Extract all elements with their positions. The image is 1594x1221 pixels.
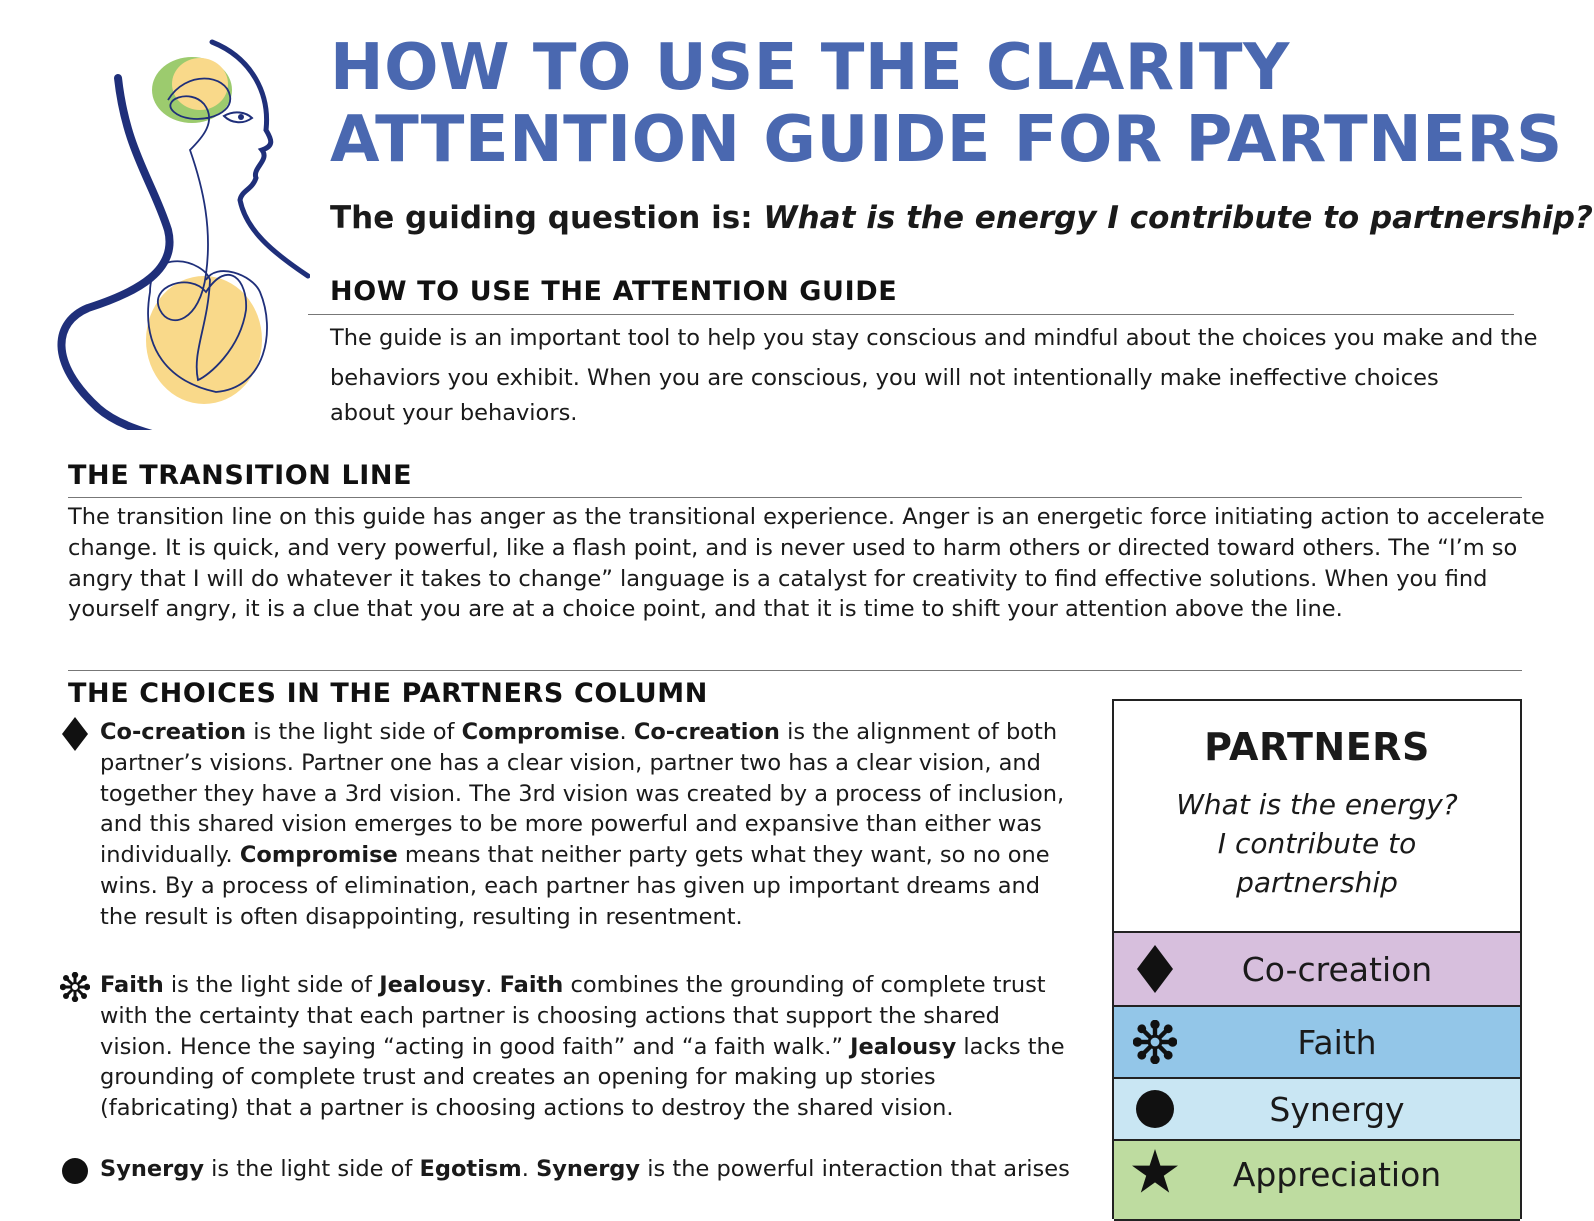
star-icon [1130, 1146, 1180, 1196]
asterisk-icon [1130, 1017, 1180, 1067]
head-heart-logo [40, 30, 310, 430]
partners-subtitle [1114, 785, 1520, 902]
term-synergy: Synergy [100, 1156, 205, 1182]
term-synergy: Synergy [536, 1156, 641, 1182]
term-compromise: Compromise [461, 719, 620, 745]
item-text: is the light side of [163, 972, 380, 998]
how-to-use-text-b: about your behaviors. [330, 400, 578, 426]
diamond-icon [60, 719, 90, 749]
partners-row-appreciation [1114, 1141, 1520, 1221]
partners-row-co-creation [1114, 933, 1520, 1007]
list-item [60, 717, 1070, 933]
partners-subtitle-line: partnership [1236, 866, 1398, 899]
item-text: is the light side of [204, 1156, 420, 1182]
term-co-creation: Co-creation [100, 719, 247, 745]
item-text: . [521, 1156, 537, 1182]
list-item [60, 970, 1070, 1124]
circle-icon [60, 1156, 90, 1186]
item-text: is the alignment of both partner’s visions. Partner one has a clear vision, partner two has a clear vision, and together they have a 3rd vision. The 3rd vision was created by a process of inclusion, and this shared vision emerges to be more powerful and expansive than either was individually. [100, 719, 1065, 869]
term-jealousy: Jealousy [850, 1033, 957, 1060]
item-text: means that neither party gets what they want, so no one wins. By a process of elimination, each partner has given up important dreams and the result is often disappointing, resulting in resentment. [100, 842, 1050, 930]
asterisk-icon [60, 972, 90, 1002]
term-compromise: Compromise [239, 842, 398, 869]
divider [68, 497, 1522, 498]
partners-column [1112, 699, 1522, 1219]
guiding-question-text: What is the energy I contribute to partnership? [763, 200, 1593, 236]
partners-subtitle-line: What is the energy? [1176, 788, 1458, 821]
choices-heading: THE CHOICES IN THE PARTNERS COLUMN [68, 678, 708, 709]
how-to-use-text-a: The guide is an important tool to help you stay conscious and mindful about the choices you make and the behaviors you exhibit. When you are conscious, you will not intentionally make ineffective choices [330, 325, 1538, 391]
partners-row-label: Appreciation [1232, 1155, 1442, 1194]
item-text: lacks the grounding of complete trust and creates an opening for making up stories (fabricating) that a partner is choosing actions to destroy the shared vision. [100, 1033, 1065, 1122]
transition-heading: THE TRANSITION LINE [68, 460, 413, 491]
item-text: . [619, 719, 634, 745]
term-egotism: Egotism [419, 1156, 522, 1182]
guiding-prefix: The guiding question is: [330, 200, 764, 236]
partners-title: PARTNERS [1204, 725, 1430, 769]
partners-header [1114, 701, 1520, 933]
term-faith: Faith [100, 972, 164, 998]
partners-row-label: Co-creation [1241, 949, 1433, 989]
item-text: is the light side of [246, 719, 462, 745]
partners-row-faith [1114, 1007, 1520, 1079]
item-text: combines the grounding of complete trust with the certainty that each partner is choosing actions that support the shared vision. Hence the saying “acting in good faith” and “a faith walk.” [100, 972, 1046, 1060]
partners-subtitle-line: I contribute to [1217, 827, 1417, 860]
list-item [60, 1154, 1070, 1185]
guiding-question [330, 200, 1593, 236]
item-text: is the powerful interaction that arises [640, 1156, 1070, 1182]
partners-row-label: Synergy [1269, 1089, 1405, 1129]
page-title [330, 32, 1563, 176]
item-text: . [485, 972, 500, 998]
diamond-icon [1130, 944, 1180, 994]
title-line-1: HOW TO USE THE CLARITY [330, 31, 1290, 105]
circle-icon [1130, 1084, 1180, 1134]
term-co-creation: Co-creation [633, 719, 780, 745]
partners-row-synergy [1114, 1079, 1520, 1141]
how-to-use-text [330, 318, 1550, 428]
term-faith: Faith [499, 972, 564, 998]
title-line-2: ATTENTION GUIDE FOR PARTNERS [330, 103, 1563, 177]
term-jealousy: Jealousy [379, 972, 486, 998]
how-to-use-heading: HOW TO USE THE ATTENTION GUIDE [330, 276, 898, 307]
partners-row-label: Faith [1297, 1022, 1377, 1062]
divider [68, 670, 1522, 671]
transition-text: The transition line on this guide has anger as the transitional experience. Anger is an energetic force initiating action to accelerate change. It is quick, and very powerful, like a flash point, and is never used to harm others or directed toward others. The “I’m so angry that I will do whatever it takes to change” language is a catalyst for creativity to find effective solutions. When you find yourself angry, it is a clue that you are at a choice point, and that it is time to shift your attention above the line. [68, 504, 1545, 623]
divider [308, 314, 1514, 315]
